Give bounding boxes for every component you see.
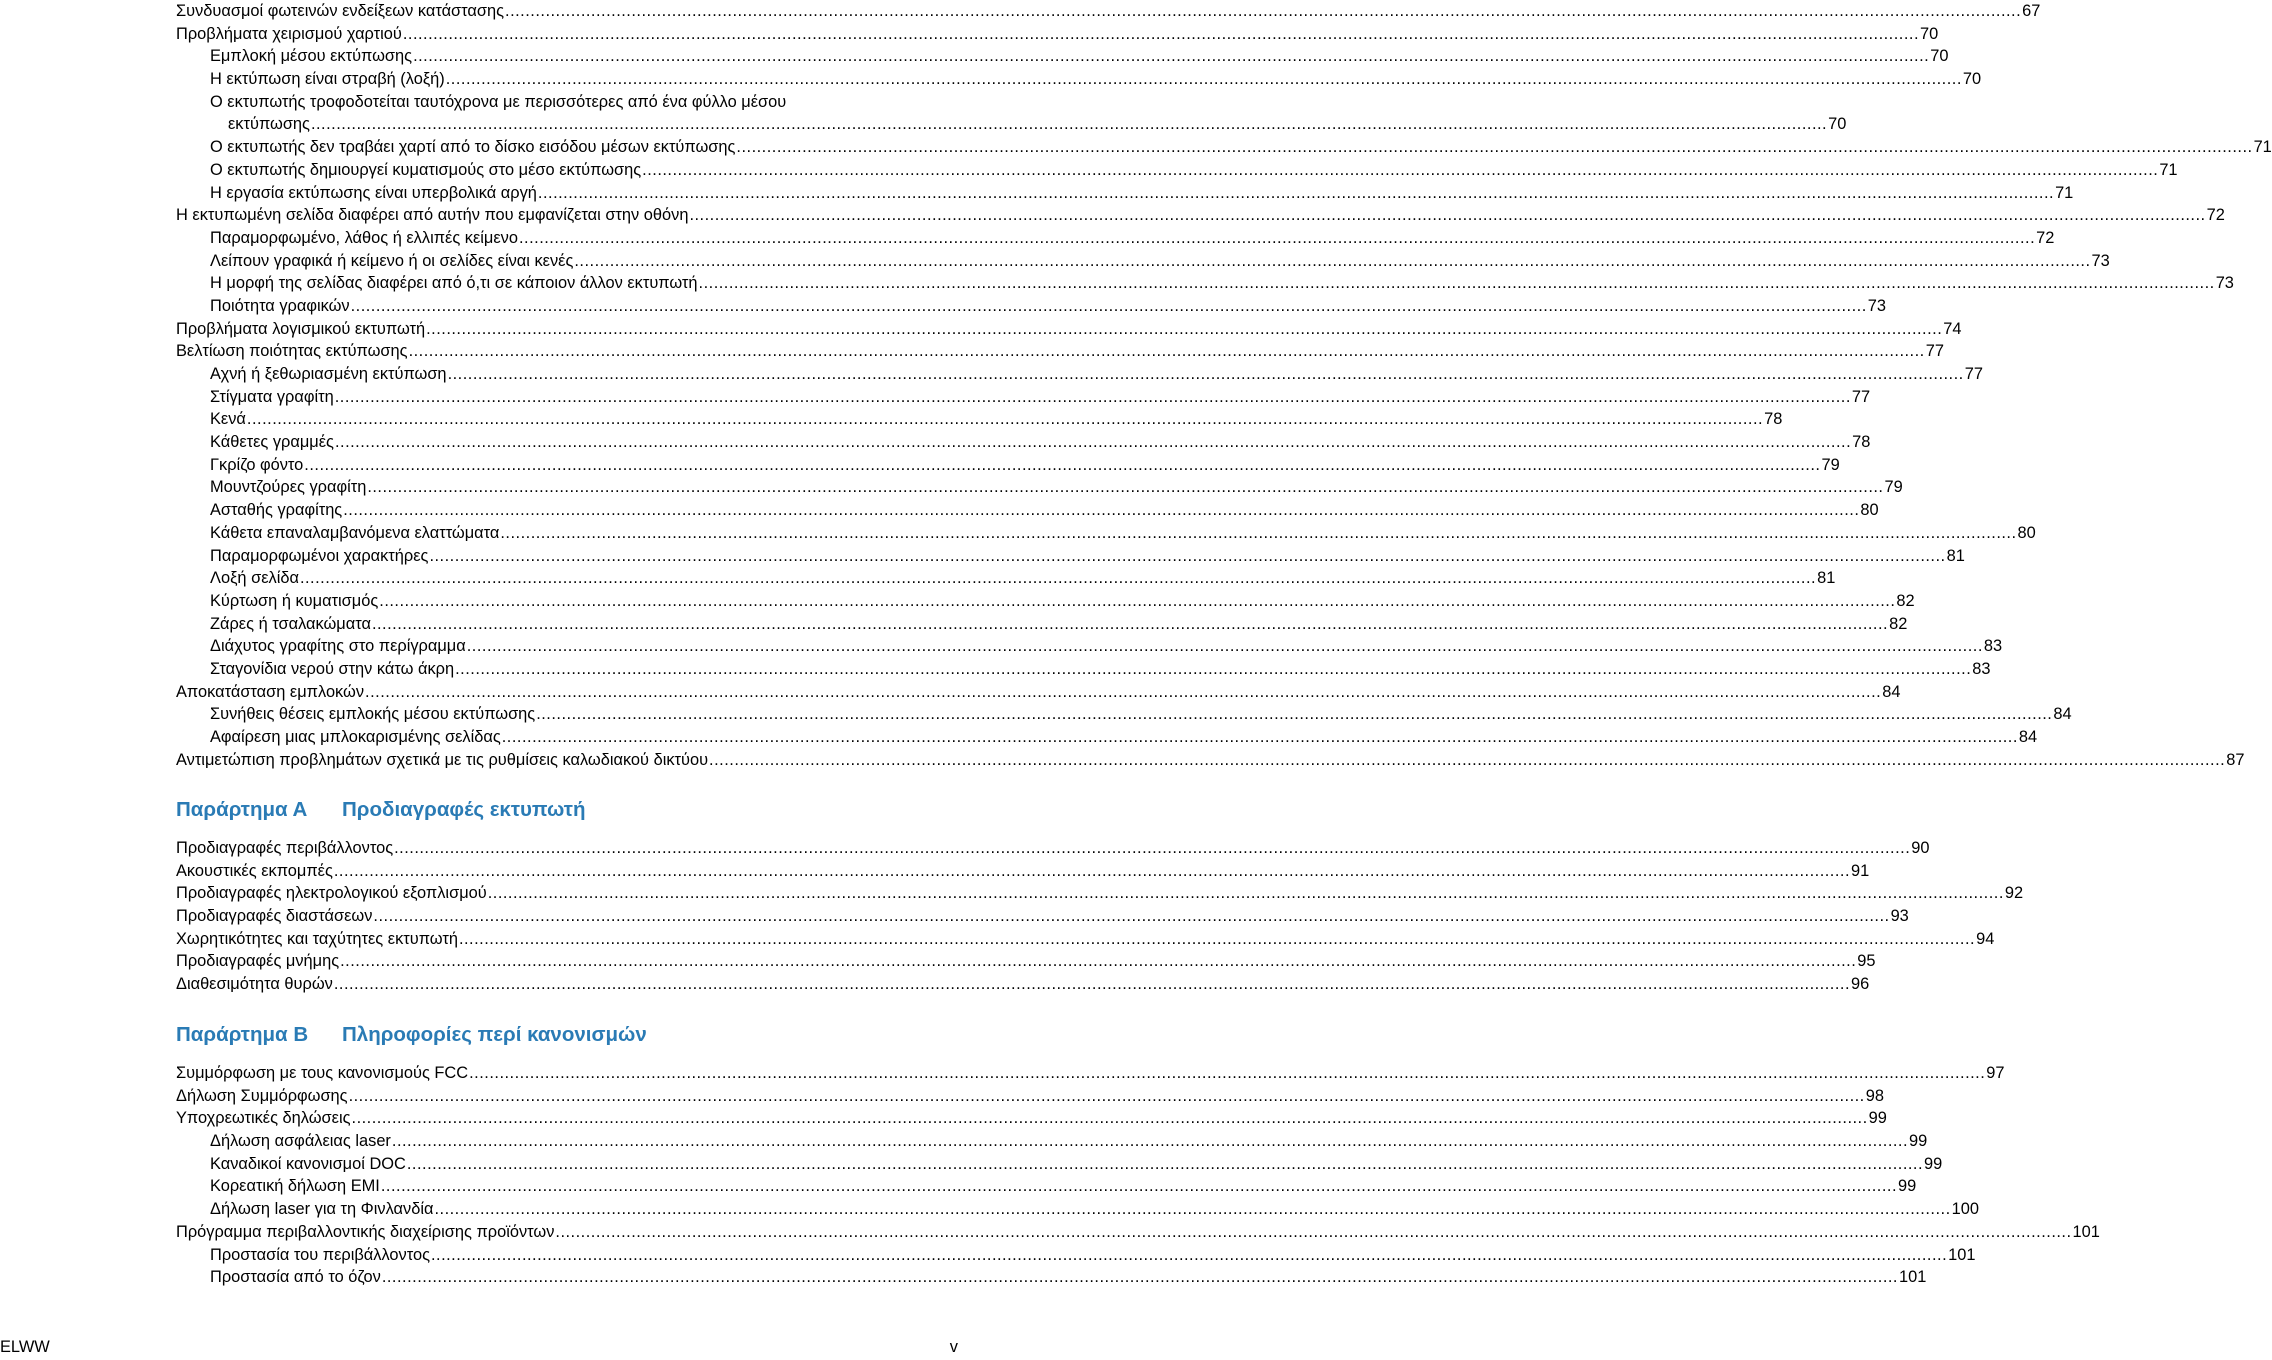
toc-entry-page: 72 xyxy=(2206,206,2225,225)
dot-leader: ............................................................................................................................................................................................................................................................................................................ xyxy=(709,750,2226,769)
toc-entry[interactable] xyxy=(176,431,1871,454)
toc-entry-title: Η εκτύπωση είναι στραβή (λοξή) xyxy=(210,70,445,89)
toc-entry-page: 92 xyxy=(2004,884,2024,903)
toc-entry-page: 77 xyxy=(1925,342,1944,361)
toc-entry-page: 84 xyxy=(2053,705,2072,724)
toc-entry-page: 78 xyxy=(1852,433,1871,452)
toc-entry[interactable] xyxy=(176,363,1983,386)
dot-leader: ............................................................................................................................................................................................................................................................................................................ xyxy=(469,1064,1986,1082)
toc-entry[interactable] xyxy=(176,882,2024,905)
toc-entry-title: Στίγματα γραφίτη xyxy=(210,387,334,406)
toc-entry-title: Διαθεσιμότητα θυρών xyxy=(176,975,333,994)
toc-entry-title: Κάθετα επαναλαμβανόμενα ελαττώματα xyxy=(210,523,500,542)
toc-entry[interactable] xyxy=(176,1266,1927,1289)
dot-leader: ............................................................................................................................................................................................................................................................................................................ xyxy=(394,839,1911,857)
toc-entry-title: Πρόγραμμα περιβαλλοντικής διαχείρισης προϊόντων xyxy=(176,1222,555,1241)
toc-entry[interactable] xyxy=(176,113,1847,136)
dot-leader: ............................................................................................................................................................................................................................................................................................................ xyxy=(348,1086,1865,1105)
toc-entry[interactable] xyxy=(176,204,2225,227)
dot-leader: ............................................................................................................................................................................................................................................................................................................ xyxy=(466,637,1983,656)
toc-entry-page: 73 xyxy=(2091,251,2110,270)
toc-entry-page: 77 xyxy=(1851,387,1871,406)
toc-entry-page: 84 xyxy=(2018,728,2038,746)
dot-leader: ............................................................................................................................................................................................................................................................................................................ xyxy=(500,523,2017,542)
dot-leader: ............................................................................................................................................................................................................................................................................................................ xyxy=(434,1200,1951,1219)
toc-entry-title: Συμμόρφωση με τους κανονισμούς FCC xyxy=(176,1064,469,1082)
toc-entry[interactable] xyxy=(176,613,1908,636)
toc-entry[interactable] xyxy=(176,726,2038,749)
toc-entry-title: Εμπλοκή μέσου εκτύπωσης xyxy=(210,47,413,66)
toc-entry-title: Σταγονίδια νερού στην κάτω άκρη xyxy=(210,659,455,678)
toc-entry-page: 71 xyxy=(2253,138,2272,157)
toc-entry-title: Προστασία του περιβάλλοντος xyxy=(210,1245,430,1264)
dot-leader: ............................................................................................................................................................................................................................................................................................................ xyxy=(429,546,1946,565)
toc-entry[interactable] xyxy=(176,950,1876,973)
dot-leader: ............................................................................................................................................................................................................................................................................................................ xyxy=(642,160,2159,179)
dot-leader: ............................................................................................................................................................................................................................................................................................................ xyxy=(430,1245,1948,1264)
toc-entry-page: 70 xyxy=(1962,70,1982,89)
toc-entry-title: Βελτίωση ποιότητας εκτύπωσης xyxy=(176,342,408,361)
toc-entry-page: 101 xyxy=(1898,1268,1927,1287)
toc-entry-page: 82 xyxy=(1896,591,1915,610)
toc-entry-title: Η μορφή της σελίδας διαφέρει από ό,τι σε κάποιον άλλον εκτυπωτή xyxy=(210,274,698,293)
dot-leader: ............................................................................................................................................................................................................................................................................................................ xyxy=(367,478,1884,497)
dot-leader: ............................................................................................................................................................................................................................................................................................................ xyxy=(487,884,2004,903)
toc-entry-page: 81 xyxy=(1946,546,1965,565)
dot-leader: ............................................................................................................................................................................................................................................................................................................ xyxy=(408,342,1925,361)
toc-entry-title: Ο εκτυπωτής δημιουργεί κυματισμούς στο μέσο εκτύπωσης xyxy=(210,160,642,179)
dot-leader: ............................................................................................................................................................................................................................................................................................................ xyxy=(299,569,1817,588)
toc-entry[interactable] xyxy=(176,250,2110,273)
toc-entry-title: Παραμορφωμένο, λάθος ή ελλιπές κείμενο xyxy=(210,228,518,247)
toc-entry-page: 73 xyxy=(2215,274,2234,293)
toc-entry-page: 79 xyxy=(1821,455,1840,474)
toc-entry-title: Δήλωση Συμμόρφωσης xyxy=(176,1086,348,1105)
dot-leader: ............................................................................................................................................................................................................................................................................................................ xyxy=(343,501,1860,520)
toc-entry[interactable] xyxy=(176,23,1939,46)
toc-entry[interactable] xyxy=(176,136,2272,159)
toc-entry-title: Προστασία από το όζον xyxy=(210,1268,381,1287)
toc-entry-page: 79 xyxy=(1884,478,1903,497)
toc-entry-title: Αποκατάσταση εμπλοκών xyxy=(176,682,365,701)
toc-entry[interactable] xyxy=(176,1175,1917,1198)
toc-entry-page: 87 xyxy=(2226,750,2245,769)
toc-entry-page: 90 xyxy=(1911,839,1930,857)
toc-entry-page: 80 xyxy=(1860,501,1879,520)
toc-entry[interactable] xyxy=(176,1107,1887,1130)
toc-entry[interactable] xyxy=(176,499,1879,522)
toc-entry[interactable] xyxy=(176,0,2041,23)
toc-entry[interactable] xyxy=(176,272,2234,295)
toc-entry-page: 101 xyxy=(2072,1222,2100,1241)
footer-left-label: ELWW xyxy=(0,1338,50,1356)
toc-entry[interactable] xyxy=(176,928,1995,951)
dot-leader: ............................................................................................................................................................................................................................................................................................................ xyxy=(426,319,1943,338)
toc-entry-page: 73 xyxy=(1867,296,1886,315)
toc-entry[interactable] xyxy=(176,1153,1943,1176)
appendix-a-title: Προδιαγραφές εκτυπωτή xyxy=(342,798,586,821)
toc-entry-title: Ασταθής γραφίτης xyxy=(210,501,343,520)
toc-entry[interactable] xyxy=(176,905,1909,928)
toc-entry-title: Κορεατική δήλωση EMI xyxy=(210,1177,380,1196)
toc-entry-title: Μουντζούρες γραφίτη xyxy=(210,478,367,497)
dot-leader: ............................................................................................................................................................................................................................................................................................................ xyxy=(310,115,1828,134)
dot-leader: ............................................................................................................................................................................................................................................................................................................ xyxy=(574,251,2091,270)
dot-leader: ............................................................................................................................................................................................................................................................................................................ xyxy=(379,591,1896,610)
toc-entry-page: 101 xyxy=(1948,1245,1976,1264)
toc-entry-title: Η εκτυπωμένη σελίδα διαφέρει από αυτήν που εμφανίζεται στην οθόνη xyxy=(176,206,689,225)
dot-leader: ............................................................................................................................................................................................................................................................................................................ xyxy=(334,387,1851,406)
toc-entry-page: 83 xyxy=(1972,659,1991,678)
dot-leader: ............................................................................................................................................................................................................................................................................................................ xyxy=(365,682,1882,701)
dot-leader: ............................................................................................................................................................................................................................................................................................................ xyxy=(458,929,1976,948)
toc-entry[interactable] xyxy=(176,1062,2005,1085)
appendix-a-number: Παράρτημα Α xyxy=(176,798,308,821)
toc-entry-page: 99 xyxy=(1924,1154,1943,1173)
toc-entry-title: Παραμορφωμένοι χαρακτήρες xyxy=(210,546,429,565)
toc-entry[interactable] xyxy=(176,159,2178,182)
dot-leader: ............................................................................................................................................................................................................................................................................................................ xyxy=(445,70,1962,89)
toc-entry-title: Συνδυασμοί φωτεινών ενδείξεων κατάστασης xyxy=(176,2,505,20)
toc-entry-page: 84 xyxy=(1882,682,1901,701)
toc-entry-title: Προδιαγραφές μνήμης xyxy=(176,952,340,971)
toc-entry-title: Ο εκτυπωτής τροφοδοτείται ταυτόχρονα με περισσότερες από ένα φύλλο μέσου xyxy=(210,92,787,111)
toc-entry-page: 99 xyxy=(1868,1109,1887,1128)
appendix-a-heading xyxy=(176,798,585,822)
toc-entry-title: Κύρτωση ή κυματισμός xyxy=(210,591,379,610)
toc-entry-title: Προδιαγραφές περιβάλλοντος xyxy=(176,839,394,857)
dot-leader: ............................................................................................................................................................................................................................................................................................................ xyxy=(381,1268,1898,1287)
toc-entry[interactable] xyxy=(176,318,1962,341)
toc-entry-page: 95 xyxy=(1857,952,1876,971)
toc-entry[interactable] xyxy=(176,860,1870,883)
toc-entry[interactable] xyxy=(176,386,1871,409)
toc-entry[interactable] xyxy=(176,182,2074,205)
toc-entry[interactable] xyxy=(176,749,2245,772)
toc-entry-title: Προδιαγραφές διαστάσεων xyxy=(176,907,373,926)
toc-entry-title: Αντιμετώπιση προβλημάτων σχετικά με τις ρυθμίσεις καλωδιακού δικτύου xyxy=(176,750,709,769)
toc-entry-page: 81 xyxy=(1817,569,1836,588)
toc-entry[interactable] xyxy=(176,973,1870,996)
toc-entry-title: Κενά xyxy=(210,410,246,429)
toc-entry-page: 83 xyxy=(1983,637,2003,656)
toc-entry[interactable] xyxy=(176,545,1965,568)
toc-entry-title: Κάθετες γραμμές xyxy=(210,433,334,452)
toc-entry[interactable] xyxy=(176,1130,1928,1153)
toc-entry-title: Συνήθεις θέσεις εμπλοκής μέσου εκτύπωσης xyxy=(210,705,536,724)
dot-leader: ............................................................................................................................................................................................................................................................................................................ xyxy=(505,2,2022,20)
dot-leader: ............................................................................................................................................................................................................................................................................................................ xyxy=(371,614,1889,633)
toc-list-appendix-a xyxy=(176,837,2024,996)
toc-entry-page: 77 xyxy=(1964,365,1983,383)
toc-entry-title: Ακουστικές εκπομπές xyxy=(176,861,333,880)
toc-entry[interactable] xyxy=(176,295,1886,318)
appendix-b-number: Παράρτημα Β xyxy=(176,1023,309,1046)
toc-entry[interactable] xyxy=(176,1221,2100,1244)
dot-leader: ............................................................................................................................................................................................................................................................................................................ xyxy=(350,296,1867,315)
toc-entry[interactable] xyxy=(176,567,1836,590)
toc-entry-page: 94 xyxy=(1976,929,1995,948)
toc-entry[interactable] xyxy=(176,68,1982,91)
toc-entry[interactable] xyxy=(176,408,1783,431)
toc-entry[interactable] xyxy=(176,681,1901,704)
toc-entry-title: Καναδικοί κανονισμοί DOC xyxy=(210,1154,406,1173)
dot-leader: ............................................................................................................................................................................................................................................................................................................ xyxy=(380,1177,1898,1196)
toc-entry-page: 93 xyxy=(1890,907,1909,926)
toc-entry-title: Ποιότητα γραφικών xyxy=(210,296,350,315)
dot-leader: ............................................................................................................................................................................................................................................................................................................ xyxy=(333,975,1850,994)
toc-entry-title: Διάχυτος γραφίτης στο περίγραμμα xyxy=(210,637,466,656)
toc-entry[interactable] xyxy=(176,1244,1976,1267)
dot-leader: ............................................................................................................................................................................................................................................................................................................ xyxy=(304,455,1821,474)
toc-entry-title: Αφαίρεση μιας μπλοκαρισμένης σελίδας xyxy=(210,728,501,746)
appendix-b-heading xyxy=(176,1023,647,1047)
toc-entry-page: 70 xyxy=(1930,47,1949,66)
toc-entry-page: 71 xyxy=(2159,160,2178,179)
toc-entry-page: 71 xyxy=(2055,183,2074,202)
toc-entry-title: Προβλήματα χειρισμού χαρτιού xyxy=(176,24,402,43)
toc-entry-title: Δήλωση ασφάλειας laser xyxy=(210,1132,391,1151)
dot-leader: ............................................................................................................................................................................................................................................................................................................ xyxy=(447,365,1964,383)
toc-entry-page: 70 xyxy=(1828,115,1847,134)
toc-entry-page: 100 xyxy=(1951,1200,1979,1219)
toc-entry-title: εκτύπωσης xyxy=(228,115,310,134)
toc-entry-page: 74 xyxy=(1943,319,1962,338)
toc-entry-page: 72 xyxy=(2036,228,2055,247)
dot-leader: ............................................................................................................................................................................................................................................................................................................ xyxy=(406,1154,1924,1173)
dot-leader: ............................................................................................................................................................................................................................................................................................................ xyxy=(537,183,2055,202)
toc-list-appendix-b xyxy=(176,1062,2100,1289)
toc-entry-title: Λείπουν γραφικά ή κείμενο ή οι σελίδες είναι κενές xyxy=(210,251,574,270)
page-number: v xyxy=(949,1338,958,1356)
toc-entry[interactable] xyxy=(176,635,2003,658)
dot-leader: ............................................................................................................................................................................................................................................................................................................ xyxy=(555,1222,2072,1241)
toc-entry-page: 98 xyxy=(1865,1086,1884,1105)
toc-entry-page: 99 xyxy=(1898,1177,1917,1196)
toc-entry-title: Χωρητικότητες και ταχύτητες εκτυπωτή xyxy=(176,929,458,948)
toc-entry-title: Προδιαγραφές ηλεκτρολογικού εξοπλισμού xyxy=(176,884,487,903)
toc-entry[interactable] xyxy=(176,522,2036,545)
dot-leader: ............................................................................................................................................................................................................................................................................................................ xyxy=(736,138,2253,157)
dot-leader: ............................................................................................................................................................................................................................................................................................................ xyxy=(340,952,1857,971)
toc-entry-title: Ζάρες ή τσαλακώματα xyxy=(210,614,371,633)
appendix-b-title: Πληροφορίες περί κανονισμών xyxy=(342,1023,647,1046)
toc-entry-title: Γκρίζο φόντο xyxy=(210,455,304,474)
dot-leader: ............................................................................................................................................................................................................................................................................................................ xyxy=(402,24,1919,43)
toc-entry[interactable] xyxy=(176,454,1840,477)
toc-entry-title: Ο εκτυπωτής δεν τραβάει χαρτί από το δίσκο εισόδου μέσων εκτύπωσης xyxy=(210,138,736,157)
toc-entry-title: Δήλωση laser για τη Φινλανδία xyxy=(210,1200,434,1219)
toc-entry[interactable] xyxy=(176,1198,1979,1221)
dot-leader: ............................................................................................................................................................................................................................................................................................................ xyxy=(518,228,2036,247)
toc-entry-page: 91 xyxy=(1851,861,1870,880)
toc-entry[interactable] xyxy=(176,45,1949,68)
dot-leader: ............................................................................................................................................................................................................................................................................................................ xyxy=(351,1109,1868,1128)
toc-entry-title: Υποχρεωτικές δηλώσεις xyxy=(176,1109,351,1128)
toc-entry-title: Προβλήματα λογισμικού εκτυπωτή xyxy=(176,319,426,338)
dot-leader: ............................................................................................................................................................................................................................................................................................................ xyxy=(333,861,1851,880)
dot-leader: ............................................................................................................................................................................................................................................................................................................ xyxy=(698,274,2215,293)
toc-entry-page: 96 xyxy=(1851,975,1870,994)
toc-entry-page: 78 xyxy=(1764,410,1783,429)
toc-entry-page: 80 xyxy=(2017,523,2036,542)
dot-leader: ............................................................................................................................................................................................................................................................................................................ xyxy=(391,1132,1909,1151)
toc-entry[interactable] xyxy=(176,340,1944,363)
toc-entry[interactable] xyxy=(176,837,1930,860)
dot-leader: ............................................................................................................................................................................................................................................................................................................ xyxy=(246,410,1764,429)
toc-entry[interactable] xyxy=(176,227,2055,250)
toc-entry-title: Η εργασία εκτύπωσης είναι υπερβολικά αργή xyxy=(210,183,537,202)
dot-leader: ............................................................................................................................................................................................................................................................................................................ xyxy=(455,659,1972,678)
toc-entry-title: Λοξή σελίδα xyxy=(210,569,299,588)
toc-entry[interactable] xyxy=(176,476,1903,499)
toc-entry-page: 97 xyxy=(1986,1064,2005,1082)
toc-entry-page: 70 xyxy=(1920,24,1939,43)
dot-leader: ............................................................................................................................................................................................................................................................................................................ xyxy=(413,47,1930,66)
dot-leader: ............................................................................................................................................................................................................................................................................................................ xyxy=(689,206,2206,225)
toc-list-main xyxy=(176,0,2272,771)
toc-entry-page: 82 xyxy=(1889,614,1908,633)
toc-entry-page: 67 xyxy=(2022,2,2041,20)
dot-leader: ............................................................................................................................................................................................................................................................................................................ xyxy=(373,907,1890,926)
toc-entry-title: Αχνή ή ξεθωριασμένη εκτύπωση xyxy=(210,365,447,383)
dot-leader: ............................................................................................................................................................................................................................................................................................................ xyxy=(334,433,1852,452)
toc-entry[interactable] xyxy=(176,658,1991,681)
dot-leader: ............................................................................................................................................................................................................................................................................................................ xyxy=(536,705,2053,724)
toc-entry-page: 99 xyxy=(1909,1132,1928,1151)
toc-entry[interactable] xyxy=(176,91,958,114)
toc-entry[interactable] xyxy=(176,590,1915,613)
toc-entry[interactable] xyxy=(176,1085,1884,1108)
dot-leader: ............................................................................................................................................................................................................................................................................................................ xyxy=(501,728,2018,746)
toc-entry[interactable] xyxy=(176,703,2072,726)
